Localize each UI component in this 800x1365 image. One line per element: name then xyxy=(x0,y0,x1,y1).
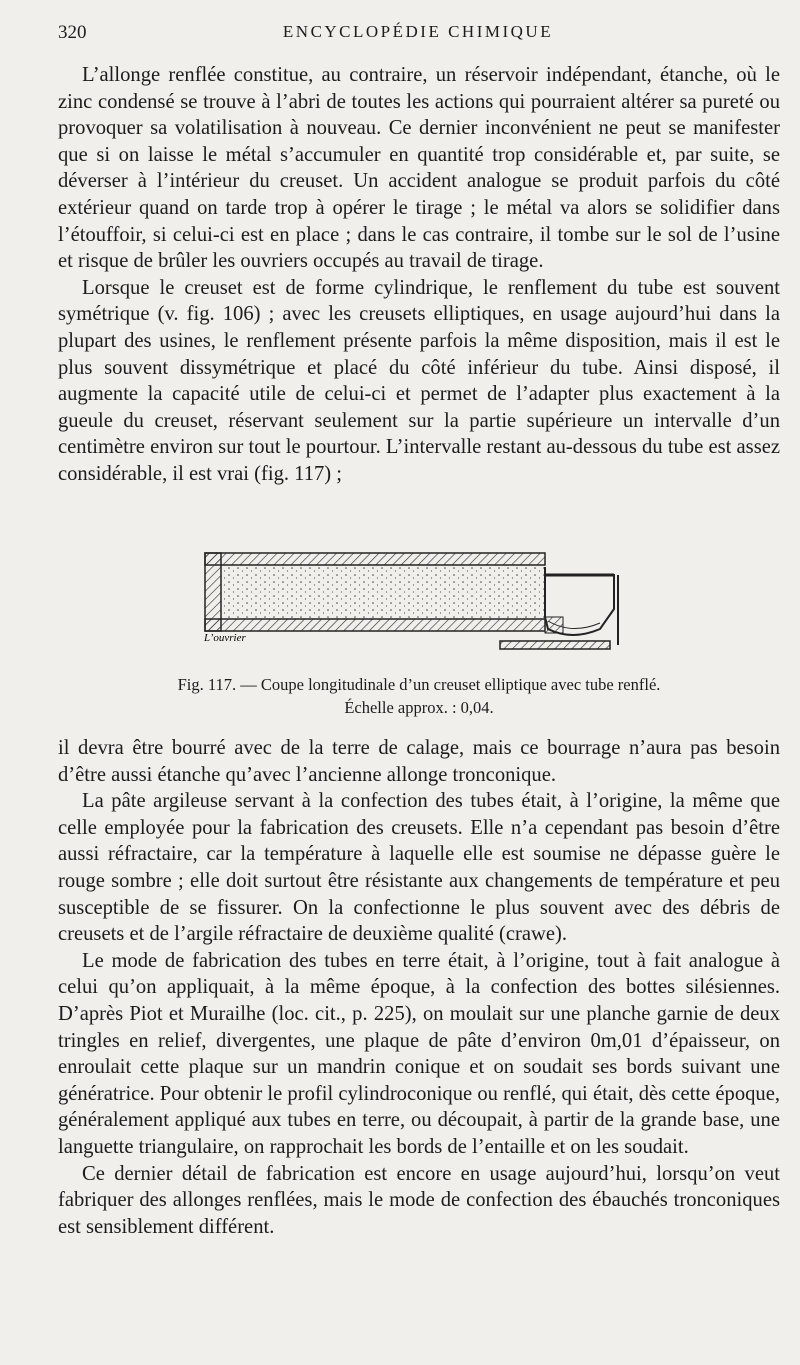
text-block-bottom xyxy=(58,735,780,1240)
paragraph: L’allonge renflée constitue, au contraire, un réservoir indépendant, étanche, où le zinc condensé se trouve à l’abri de toutes les actions qui pourraient altérer sa pureté ou provoquer sa volatilisation à nouveau. Ce dernier inconvénient ne peut se manifester que si on laisse le métal s’accumuler en quantité trop considérable et, par suite, se déverser à l’intérieur du creuset. Un accident analogue se produit parfois du côté extérieur quand on tarde trop à opérer le tirage ; le métal va alors se solidifier dans l’étouffoir, si celui-ci est en place ; dans le cas contraire, il tombe sur le sol de l’usine et risque de brûler les ouvriers occupés au travail de tirage. xyxy=(58,64,780,273)
crucible-section-drawing xyxy=(200,545,620,665)
paragraph: Lorsque le creuset est de forme cylindrique, le renflement du tube est souvent symétrique (v. fig. 106) ; avec les creusets elliptiques, en usage aujourd’hui dans la plupart des usines, le renflement présente parfois la même disposition, mais il est le plus souvent dissymétrique et placé du côté inférieur du tube. Ainsi disposé, il augmente la capacité utile de celui-ci et permet de l’adapter plus exactement à la gueule du creuset, réservant seulement sur la partie supérieure un intervalle d’un centimètre environ sur tout le pourtour. L’intervalle restant au-dessous du tube est assez considérable, il est vrai (fig. 117) ; xyxy=(58,276,780,485)
caption-line-2: Échelle approx. : 0,04. xyxy=(344,698,494,717)
text-block-top xyxy=(58,62,780,488)
figure-caption xyxy=(58,673,780,719)
paragraph: Le mode de fabrication des tubes en terre était, à l’origine, tout à fait analogue à celui qu’on appliquait, à la même époque, à la confection des bottes silésiennes. D’après Piot et Murailhe (loc. cit., p. 225), on moulait sur une planche garnie de deux tringles en relief, divergentes, une plaque de pâte d’environ 0m,01 d’épaisseur, on enroulait cette plaque sur un mandrin conique et on soudait ses bords suivant une génératrice. Pour obtenir le profil cylindroconique ou renflé, qui était, dès cette époque, généralement appliqué aux tubes en terre, ou découpait, à partir de la grande base, une languette triangulaire, on rapprochait les bords de l’entaille et on les soudait. xyxy=(58,949,780,1158)
page-number: 320 xyxy=(58,22,87,43)
page-header xyxy=(58,22,778,52)
caption-line-1: Fig. 117. — Coupe longitudinale d’un creuset elliptique avec tube renflé. xyxy=(177,675,661,694)
luting-clay xyxy=(545,617,563,633)
figure-117 xyxy=(200,545,620,665)
support-plate xyxy=(500,641,610,649)
running-title: ENCYCLOPÉDIE CHIMIQUE xyxy=(282,22,554,41)
paragraph: La pâte argileuse servant à la confection des tubes était, à l’origine, la même que celle employée pour la fabrication des creusets. Elle n’a cependant pas besoin d’être aussi réfractaire, car la température à laquelle elle est soumise ne dépasse guère le rouge sombre ; elle doit surtout être résistante aux changements de température et peu susceptible de se fissurer. On la confectionne le plus souvent avec des débris de creusets et de l’argile réfractaire de deuxième qualité (crawe). xyxy=(58,790,780,946)
paragraph: Ce dernier détail de fabrication est encore en usage aujourd’hui, lorsqu’on veut fabriquer des allonges renflées, mais le mode de confection des ébauchés tronconiques est sensiblement différent. xyxy=(58,1162,780,1238)
crucible-charge xyxy=(221,565,545,619)
paragraph: il devra être bourré avec de la terre de calage, mais ce bourrage n’aura pas besoin d’être aussi étanche qu’avec l’ancienne allonge tronconique. xyxy=(58,737,780,786)
crucible-top-wall xyxy=(205,553,545,565)
figure-label: L’ouvrier xyxy=(204,632,246,644)
crucible-bottom-wall xyxy=(205,619,545,631)
